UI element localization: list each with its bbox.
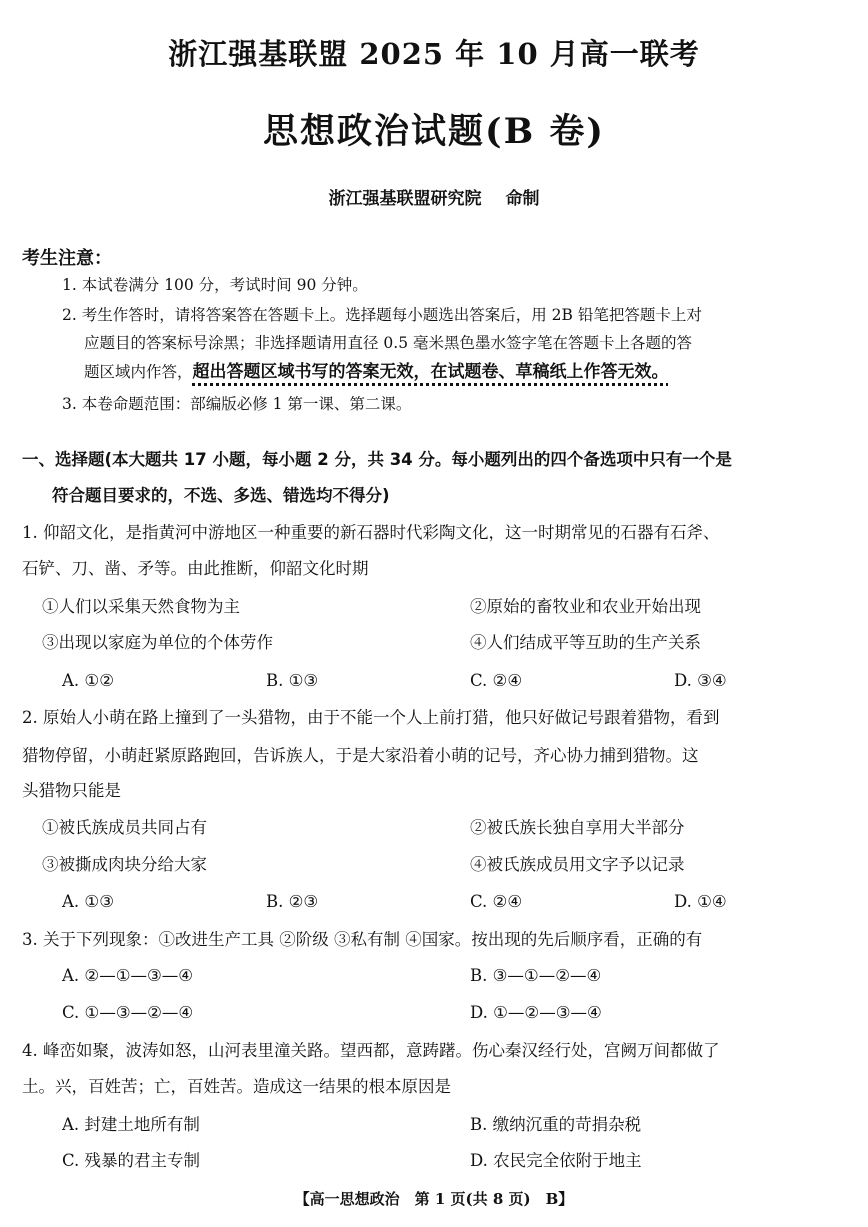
exam-org-line	[0, 184, 868, 209]
q2-option-b: B. ②③	[266, 892, 319, 911]
page-footer: 【高一思想政治 第 1 页(共 8 页) B】	[294, 1190, 574, 1208]
exam-title: 浙江强基联盟 2025 年 10 月高一联考	[168, 37, 700, 71]
q1-statement-1: ①人们以采集天然食物为主	[42, 597, 240, 616]
q1-stem-line-2: 石铲、刀、凿、矛等。由此推断，仰韶文化时期	[22, 559, 369, 578]
q1-statement-3: ③出现以家庭为单位的个体劳作	[42, 633, 273, 652]
q2-statement-1: ①被氏族成员共同占有	[42, 818, 207, 837]
section-heading-line-2: 符合题目要求的，不选、多选、错选均不得分)	[52, 486, 390, 505]
q2-option-d: D. ①④	[674, 892, 727, 911]
q4-stem-line-2: 土。兴，百姓苦；亡，百姓苦。造成这一结果的根本原因是	[22, 1077, 451, 1096]
q2-stem-line-3: 头猎物只能是	[22, 781, 121, 800]
q3-option-a: A. ②—①—③—④	[62, 966, 194, 985]
notice-item-2-line-3-a: 题区域内作答，	[84, 363, 193, 381]
q4-stem-line-1: 4. 峰峦如聚，波涛如怒，山河表里潼关路。望西都，意踌躇。伤心秦汉经行处，宫阙万间都做了	[22, 1041, 720, 1060]
q4-option-c: C. 残暴的君主专制	[62, 1151, 201, 1170]
exam-subtitle: 思想政治试题(B 卷)	[263, 111, 605, 152]
notice-item-2-line-1: 2. 考生作答时，请将答案答在答题卡上。选择题每小题选出答案后，用 2B 铅笔把答题卡上对	[62, 306, 702, 324]
q3-option-b: B. ③—①—②—④	[470, 966, 602, 985]
q1-option-a: A. ①②	[62, 671, 114, 690]
q2-statement-2: ②被氏族长独自享用大半部分	[470, 818, 685, 837]
notice-item-2-line-2: 应题目的答案标号涂黑；非选择题请用直径 0.5 毫米黑色墨水签字笔在答题卡上各题的答	[84, 334, 693, 352]
q1-option-c: C. ②④	[470, 671, 523, 690]
notice-emphasis: 超出答题区域书写的答案无效，在试题卷、草稿纸上作答无效。	[192, 362, 669, 382]
q2-statement-4: ④被氏族成员用文字予以记录	[470, 855, 685, 874]
q2-statement-3: ③被撕成肉块分给大家	[42, 855, 207, 874]
notice-item-1: 1. 本试卷满分 100 分，考试时间 90 分钟。	[62, 276, 368, 294]
notice-heading: 考生注意：	[22, 248, 112, 269]
notice-item-2-line-3	[84, 357, 852, 387]
q1-option-d: D. ③④	[674, 671, 727, 690]
q4-option-b: B. 缴纳沉重的苛捐杂税	[470, 1115, 642, 1134]
q2-option-a: A. ①③	[62, 892, 114, 911]
exam-org: 浙江强基联盟研究院	[328, 189, 482, 209]
q3-stem-line-1: 3. 关于下列现象：①改进生产工具 ②阶级 ③私有制 ④国家。按出现的先后顺序看，正确的有	[22, 930, 703, 949]
q1-statement-2: ②原始的畜牧业和农业开始出现	[470, 597, 701, 616]
q4-option-a: A. 封建土地所有制	[62, 1115, 200, 1134]
q2-option-c: C. ②④	[470, 892, 523, 911]
q1-statement-4: ④人们结成平等互助的生产关系	[470, 633, 701, 652]
q3-option-d: D. ①—②—③—④	[470, 1003, 602, 1022]
notice-item-3: 3. 本卷命题范围：部编版必修 1 第一课、第二课。	[62, 395, 412, 413]
q2-stem-line-2: 猎物停留，小萌赶紧原路跑回，告诉族人，于是大家沿着小萌的记号，齐心协力捕到猎物。这	[22, 746, 699, 765]
q3-option-c: C. ①—③—②—④	[62, 1003, 194, 1022]
exam-made: 命制	[505, 189, 540, 209]
q1-stem-line-1: 1. 仰韶文化，是指黄河中游地区一种重要的新石器时代彩陶文化，这一时期常见的石器有石斧、	[22, 523, 720, 542]
q4-option-d: D. 农民完全依附于地主	[470, 1151, 642, 1170]
q2-stem-line-1: 2. 原始人小萌在路上撞到了一头猎物，由于不能一个人上前打猎，他只好做记号跟着猎物，看到	[22, 708, 720, 727]
section-heading-line-1: 一、选择题(本大题共 17 小题，每小题 2 分，共 34 分。每小题列出的四个备选项中只有一个是	[22, 450, 732, 469]
q1-option-b: B. ①③	[266, 671, 319, 690]
